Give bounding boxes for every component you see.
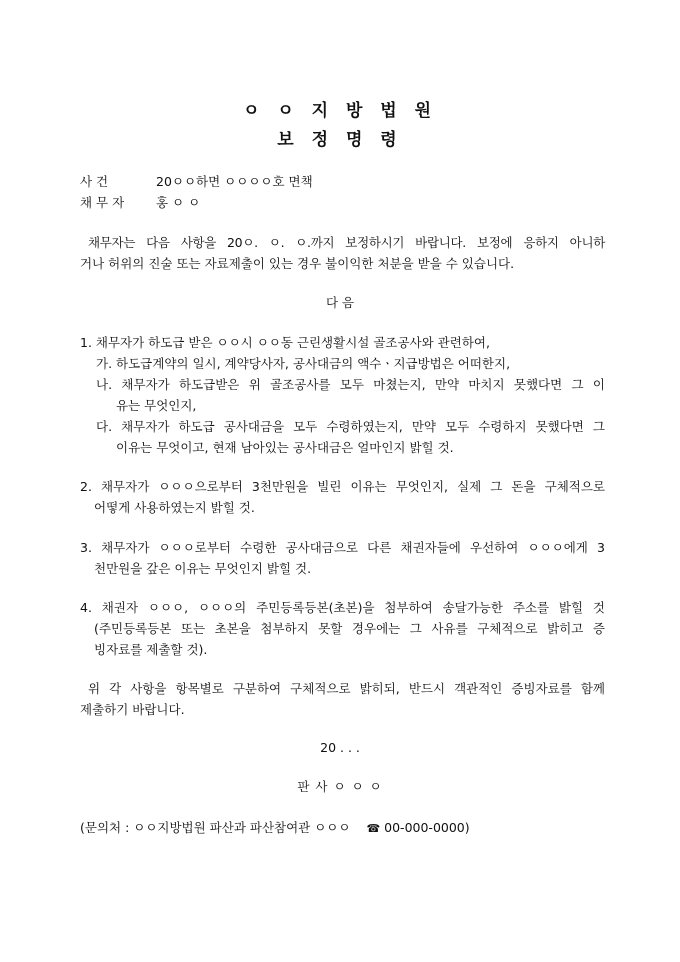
contact-info — [80, 818, 470, 836]
debtor-row — [80, 193, 200, 211]
item-1-sub-da-1: 다. 채무자가 하도급 공사대금을 모두 수령하였는지, 만약 모두 수령하지 못했다면 그 — [96, 419, 605, 434]
document-title: 보 정 명 령 — [277, 130, 403, 150]
phone-icon: ☎ — [366, 822, 381, 835]
item-2-line-2: 어떻게 사용하였는지 밝힐 것. — [94, 500, 255, 515]
closing-line-2: 제출하기 바랍니다. — [80, 702, 185, 717]
da-eum-heading: 다 음 — [325, 295, 355, 310]
item-1-sub-na-2: 유는 무엇인지, — [116, 398, 197, 413]
item-4-line-3: 빙자료를 제출할 것). — [94, 642, 208, 657]
intro-line-2: 거나 허위의 진술 또는 자료제출이 있는 경우 불이익한 처분을 받을 수 있습니다. — [80, 256, 515, 271]
case-row — [80, 172, 313, 190]
item-1-sub-na-1: 나. 채무자가 하도급받은 위 골조공사를 모두 마쳤는지, 만약 마치지 못했다면 그 이 — [96, 377, 605, 392]
item-1-sub-da-2: 이유는 무엇이고, 현재 남아있는 공사대금은 얼마인지 밝힐 것. — [116, 440, 454, 455]
item-1-sub-ga: 가. 하도급계약의 일시, 계약당사자, 공사대금의 액수ㆍ지급방법은 어떠한지, — [96, 356, 511, 371]
case-label: 사 건 — [80, 174, 109, 189]
debtor-label: 채 무 자 — [80, 195, 125, 210]
contact-prefix: (문의처 : ㅇㅇ지방법원 파산과 파산참여관 ㅇㅇㅇ — [80, 820, 351, 835]
contact-phone: 00-000-0000) — [384, 820, 470, 835]
closing-line-1: 위 각 사항을 항목별로 구분하여 구체적으로 밝히되, 반드시 객관적인 증빙자료를 함께 — [88, 681, 605, 696]
item-2-line-1: 2. 채무자가 ㅇㅇㅇ으로부터 3천만원을 빌린 이유는 무엇인지, 실제 그 돈을 구체적으로 — [80, 479, 605, 494]
item-4-line-2: (주민등록등본 또는 초본을 첨부하지 못할 경우에는 그 사유를 구체적으로 밝히고 증 — [94, 621, 605, 636]
item-1-line-1: 1. 채무자가 하도급 받은 ㅇㅇ시 ㅇㅇ동 근린생활시설 골조공사와 관련하여, — [80, 335, 490, 350]
item-3-line-1: 3. 채무자가 ㅇㅇㅇ로부터 수령한 공사대금으로 다른 채권자들에 우선하여 ㅇㅇㅇ에게 3 — [80, 540, 605, 555]
intro-line-1: 채무자는 다음 사항을 20ㅇ. ㅇ. ㅇ.까지 보정하시기 바랍니다. 보정에 응하지 아니하 — [88, 235, 605, 250]
debtor-value: 홍 ㅇ ㅇ — [156, 195, 201, 210]
judge-signature: 판 사 ㅇ ㅇ ㅇ — [297, 779, 383, 794]
court-name: ㅇ ㅇ 지 방 법 원 — [242, 101, 438, 121]
date: 20 . . . — [320, 740, 360, 755]
item-3-line-2: 천만원을 갚은 이유는 무엇인지 밝힐 것. — [94, 561, 312, 576]
item-4-line-1: 4. 채권자 ㅇㅇㅇ, ㅇㅇㅇ의 주민등록등본(초본)을 첨부하여 송달가능한 주소를 밝힐 것 — [80, 600, 605, 615]
case-value: 20ㅇㅇ하면 ㅇㅇㅇㅇ호 면책 — [156, 174, 313, 189]
